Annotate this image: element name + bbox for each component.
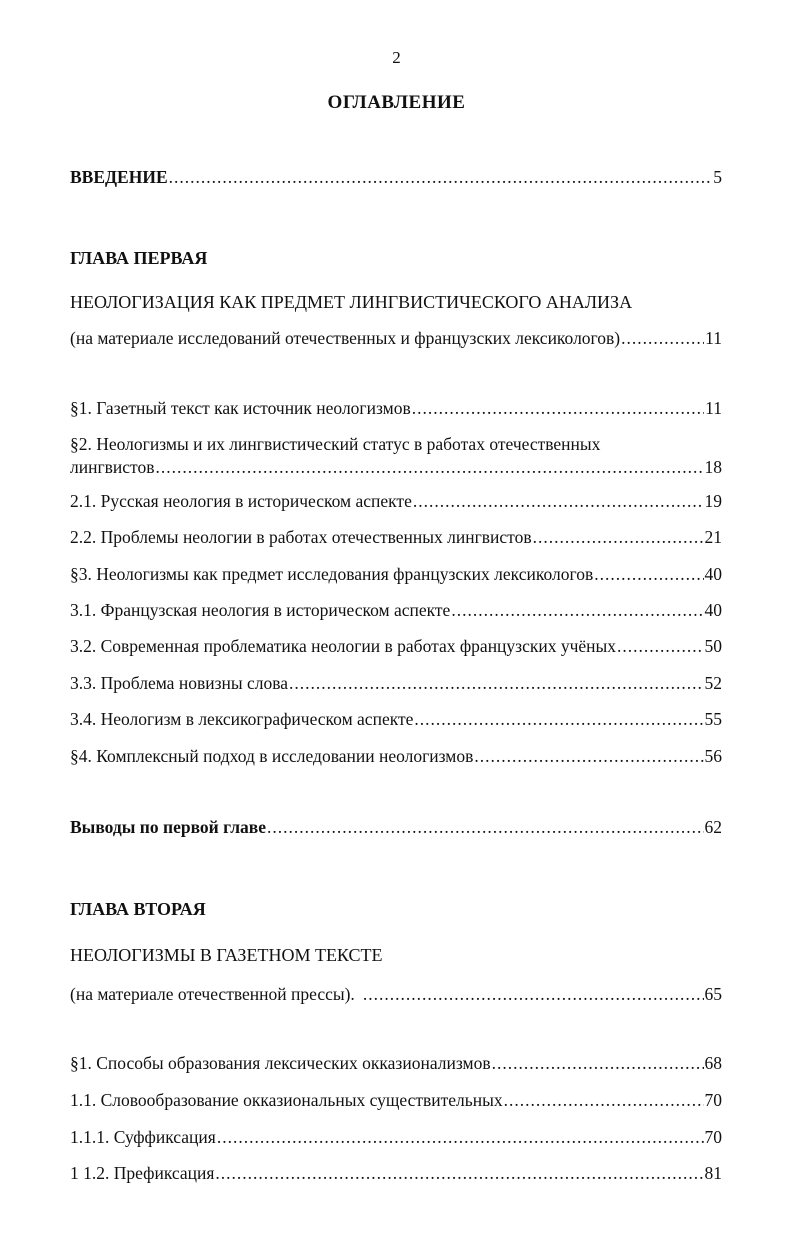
toc-label: (на материале отечественной прессы). <box>70 984 355 1004</box>
dot-leader <box>451 599 703 621</box>
toc-label: 3.3. Проблема новизны слова <box>70 673 289 693</box>
dot-leader <box>414 708 703 730</box>
toc-entry[interactable] <box>70 599 722 621</box>
toc-label: §1. Способы образования лексических окказионализмов <box>70 1053 491 1073</box>
dot-leader <box>413 490 704 512</box>
toc-label: (на материале исследований отечественных и французских лексикологов) <box>70 328 621 348</box>
dot-leader <box>267 816 704 838</box>
toc-entry[interactable] <box>70 708 722 730</box>
page-title: ОГЛАВЛЕНИЕ <box>327 92 466 113</box>
dot-leader <box>412 397 704 419</box>
chapter-title: НЕОЛОГИЗМЫ В ГАЗЕТНОМ ТЕКСТЕ <box>70 945 383 965</box>
toc-entry-conclusions[interactable] <box>70 816 722 838</box>
toc-entry[interactable] <box>70 1089 722 1111</box>
toc-page: 18 <box>704 457 722 477</box>
toc-page: 19 <box>704 491 722 511</box>
dot-leader <box>492 1052 704 1074</box>
toc-entry[interactable] <box>70 672 722 694</box>
toc-entry[interactable] <box>70 1052 722 1074</box>
toc-label: §1. Газетный текст как источник неологизмов <box>70 398 411 418</box>
dot-leader <box>621 327 704 349</box>
toc-entry[interactable] <box>70 456 722 478</box>
toc-label: 1 1.2. Префиксация <box>70 1163 215 1183</box>
toc-label: §4. Комплексный подход в исследовании неологизмов <box>70 746 474 766</box>
toc-entry[interactable] <box>70 1162 722 1184</box>
dot-leader <box>594 563 703 585</box>
toc-entry[interactable] <box>70 745 722 767</box>
toc-page: 11 <box>705 328 722 348</box>
toc-entry-chapter-subtitle[interactable] <box>70 983 722 1005</box>
toc-page: 56 <box>704 746 722 766</box>
toc-entry[interactable] <box>70 1126 722 1148</box>
toc-entry[interactable] <box>70 397 722 419</box>
dot-leader <box>474 745 703 767</box>
toc-label: 1.1.1. Суффиксация <box>70 1127 216 1147</box>
toc-page: 52 <box>704 673 722 693</box>
toc-label: 3.1. Французская неология в историческом аспекте <box>70 600 451 620</box>
dot-leader <box>617 635 703 657</box>
chapter-heading: ГЛАВА ВТОРАЯ <box>70 899 206 919</box>
toc-page: 40 <box>704 600 722 620</box>
toc-page: 70 <box>704 1090 722 1110</box>
toc-page: 40 <box>704 564 722 584</box>
toc-page: 68 <box>704 1053 722 1073</box>
toc-label: §3. Неологизмы как предмет исследования французских лексикологов <box>70 564 594 584</box>
toc-entry-chapter-subtitle[interactable] <box>70 327 722 349</box>
toc-label: 1.1. Словообразование окказиональных существительных <box>70 1090 503 1110</box>
toc-label: 2.1. Русская неология в историческом аспекте <box>70 491 412 511</box>
toc-entry[interactable] <box>70 635 722 657</box>
toc-label: ВВЕДЕНИЕ <box>70 167 168 187</box>
dot-leader <box>363 983 704 1005</box>
chapter-title: НЕОЛОГИЗАЦИЯ КАК ПРЕДМЕТ ЛИНГВИСТИЧЕСКОГО АНАЛИЗА <box>70 292 633 312</box>
toc-page: 70 <box>704 1127 722 1147</box>
toc-page: 62 <box>704 817 722 837</box>
toc-page: 21 <box>704 527 722 547</box>
dot-leader <box>169 166 713 188</box>
toc-label: лингвистов <box>70 457 155 477</box>
toc-entry-introduction[interactable] <box>70 166 722 188</box>
dot-leader <box>215 1162 703 1184</box>
dot-leader <box>155 456 703 478</box>
toc-page: 65 <box>704 984 722 1004</box>
toc-entry[interactable] <box>70 563 722 585</box>
page-number: 2 <box>392 48 401 67</box>
toc-page: 55 <box>704 709 722 729</box>
dot-leader <box>504 1089 704 1111</box>
toc-label: Выводы по первой главе <box>70 817 266 837</box>
toc-label: 2.2. Проблемы неологии в работах отечественных лингвистов <box>70 527 532 547</box>
toc-label: 3.2. Современная проблематика неологии в работах французских учёных <box>70 636 617 656</box>
dot-leader <box>217 1126 704 1148</box>
toc-page: 11 <box>705 398 722 418</box>
toc-entry-label-line[interactable]: §2. Неологизмы и их лингвистический статус в работах отечественных <box>70 434 601 454</box>
toc-page: 50 <box>704 636 722 656</box>
dot-leader <box>289 672 703 694</box>
dot-leader <box>533 526 704 548</box>
toc-page: 81 <box>704 1163 722 1183</box>
toc-page: 5 <box>713 167 722 187</box>
toc-label: 3.4. Неологизм в лексикографическом аспекте <box>70 709 414 729</box>
chapter-heading: ГЛАВА ПЕРВАЯ <box>70 248 208 268</box>
toc-entry[interactable] <box>70 490 722 512</box>
toc-entry[interactable] <box>70 526 722 548</box>
